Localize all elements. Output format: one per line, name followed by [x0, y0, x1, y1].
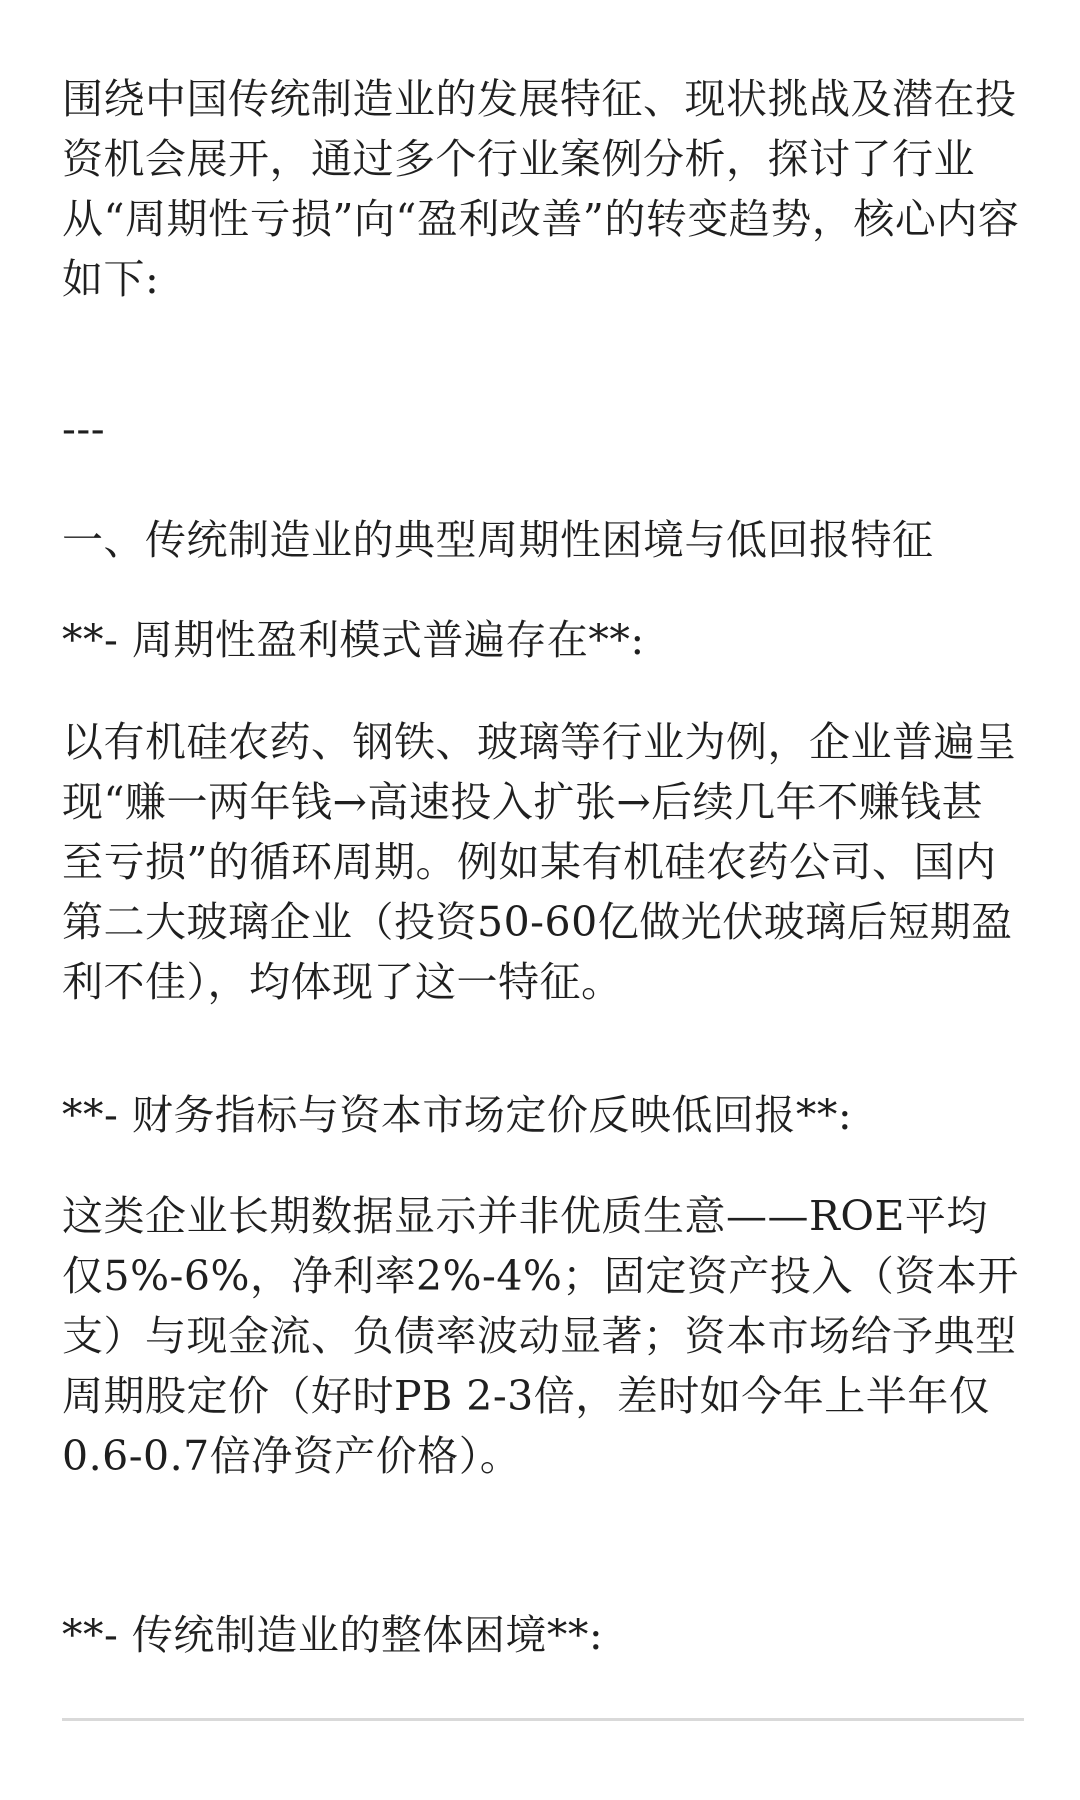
paragraph-cyclical-profit: 以有机硅农药、钢铁、玻璃等行业为例，企业普遍呈现“赚一两年钱→高速投入扩张→后续几年不赚钱甚至亏损”的循环周期。例如某有机硅农药公司、国内第二大玻璃企业（投资50-60亿做光伏玻璃后短期盈利不佳），均体现了这一特征。 — [62, 718, 1017, 1006]
separator-text: --- — [62, 405, 106, 453]
subheading-cyclical-profit: **- 周期性盈利模式普遍存在**: — [62, 616, 645, 664]
section-heading: 一、传统制造业的典型周期性困境与低回报特征 — [62, 516, 934, 564]
paragraph-financial-metrics: 这类企业长期数据显示并非优质生意——ROE平均仅5%-6%，净利率2%-4%；固定资产投入（资本开支）与现金流、负债率波动显著；资本市场给予典型周期股定价（好时PB 2-3倍，差时如今年上半年仅0.6-0.7倍净资产价格）。 — [62, 1192, 1019, 1480]
subheading-financial-metrics: **- 财务指标与资本市场定价反映低回报**: — [62, 1091, 853, 1139]
subheading-overall-dilemma: **- 传统制造业的整体困境**: — [62, 1611, 604, 1659]
bottom-divider — [62, 1718, 1024, 1721]
intro-paragraph: 围绕中国传统制造业的发展特征、现状挑战及潜在投资机会展开，通过多个行业案例分析，探讨了行业从“周期性亏损”向“盈利改善”的转变趋势，核心内容如下: — [62, 75, 1020, 303]
